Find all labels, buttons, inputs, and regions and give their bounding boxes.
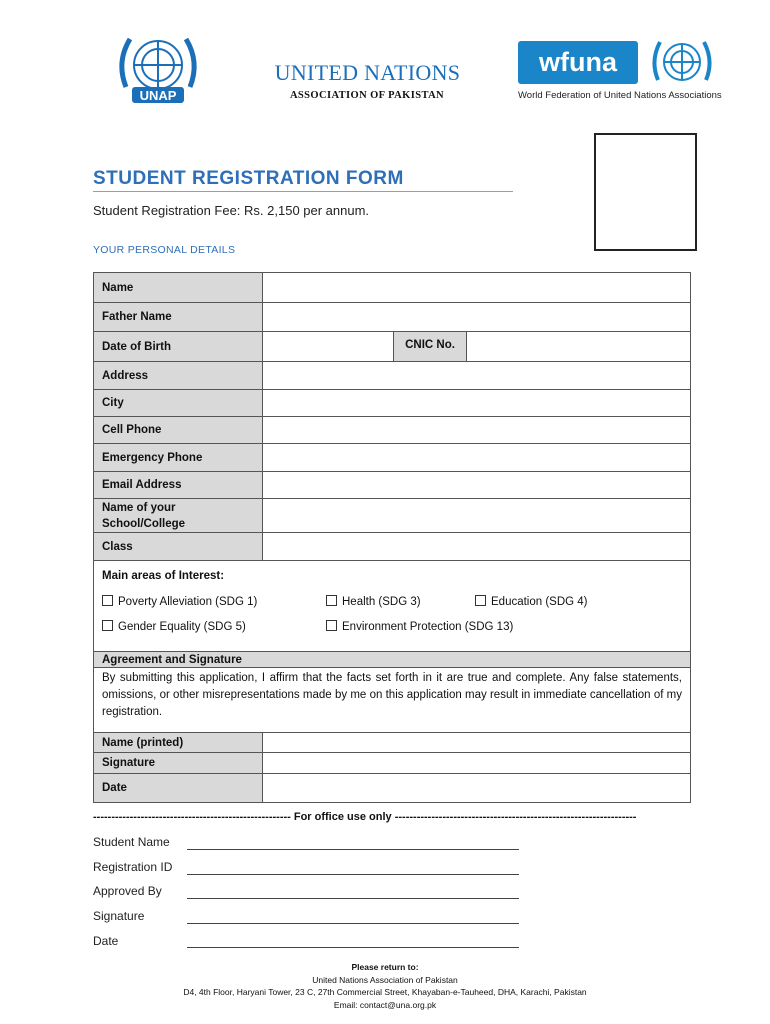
- row-signature: [94, 753, 690, 774]
- school-label-line1: Name of your: [102, 501, 176, 514]
- school-field[interactable]: [263, 499, 690, 532]
- org-name: UNITED NATIONS: [274, 60, 461, 85]
- row-email: [94, 472, 690, 499]
- interest-environment[interactable]: Environment Protection (SDG 13): [326, 620, 513, 633]
- unap-logo-text: UNAP: [139, 88, 177, 103]
- name-printed-label: Name (printed): [94, 733, 263, 752]
- return-street: D4, 4th Floor, Haryani Tower, 23 C, 27th Commercial Street, Khayaban-e-Tauheed, DHA, Karachi, Pakistan: [183, 987, 587, 997]
- name-printed-field[interactable]: [263, 733, 690, 752]
- date-field[interactable]: [263, 774, 690, 802]
- emergency-phone-label: Emergency Phone: [94, 444, 263, 471]
- photo-box: [594, 133, 697, 251]
- cnic-label: CNIC No.: [393, 332, 467, 361]
- row-address: [94, 362, 690, 390]
- return-address: [0, 961, 770, 1011]
- school-label: [94, 499, 263, 532]
- return-email: Email: contact@una.org.pk: [333, 999, 437, 1010]
- agreement-text: By submitting this application, I affirm that the facts set forth in it are true and complete. Any false statements, omissions, or other misrepresentations made by me on this application may result in immediate cancellation of my registration.: [102, 672, 682, 718]
- class-field[interactable]: [263, 533, 690, 560]
- address-field[interactable]: [263, 362, 690, 389]
- father-name-field[interactable]: [263, 303, 690, 331]
- org-subtitle: ASSOCIATION OF PAKISTAN: [289, 90, 445, 101]
- interests-section: [94, 561, 690, 651]
- office-registration-id-line[interactable]: [187, 873, 519, 875]
- office-approved-by-line[interactable]: [187, 897, 519, 899]
- unap-emblem-icon: [108, 27, 208, 117]
- cnic-field[interactable]: [467, 332, 690, 361]
- title-underline: [93, 191, 513, 192]
- row-name: [94, 273, 690, 303]
- checkbox-icon[interactable]: [326, 620, 337, 631]
- row-name-printed: [94, 733, 690, 753]
- interest-health[interactable]: Health (SDG 3): [326, 595, 421, 608]
- signature-field[interactable]: [263, 753, 690, 773]
- office-signature-line[interactable]: [187, 922, 519, 924]
- email-label: Email Address: [94, 472, 263, 498]
- office-use-divider: ------------------------------------------------------ For office use only ------------------------------------------------------------------: [93, 811, 637, 823]
- return-org: United Nations Association of Pakistan: [312, 974, 458, 985]
- wfuna-subtitle: World Federation of United Nations Associations: [518, 90, 722, 101]
- interest-gender[interactable]: Gender Equality (SDG 5): [102, 620, 246, 633]
- office-student-name-line[interactable]: [187, 848, 519, 850]
- row-cell-phone: [94, 417, 690, 444]
- office-approved-by-label: Approved By: [93, 884, 162, 898]
- signature-label: Signature: [94, 753, 263, 773]
- registration-table: [93, 272, 691, 803]
- dob-field[interactable]: [263, 332, 391, 361]
- office-student-name-label: Student Name: [93, 835, 170, 849]
- address-label: Address: [94, 362, 263, 389]
- row-class: [94, 533, 690, 561]
- office-date-line[interactable]: [187, 946, 519, 948]
- email-field[interactable]: [263, 472, 690, 498]
- personal-details-heading: YOUR PERSONAL DETAILS: [93, 244, 236, 256]
- cell-phone-label: Cell Phone: [94, 417, 263, 443]
- registration-fee: Student Registration Fee: Rs. 2,150 per annum.: [93, 203, 370, 218]
- row-emergency-phone: [94, 444, 690, 472]
- name-label: Name: [94, 273, 263, 302]
- interest-poverty[interactable]: Poverty Alleviation (SDG 1): [102, 595, 257, 608]
- checkbox-icon[interactable]: [326, 595, 337, 606]
- form-title: STUDENT REGISTRATION FORM: [93, 168, 404, 189]
- un-emblem-icon: [648, 34, 716, 94]
- agreement-section: [94, 668, 690, 733]
- date-label: Date: [94, 774, 263, 802]
- name-field[interactable]: [263, 273, 690, 302]
- row-date: [94, 774, 690, 802]
- office-date-label: Date: [93, 934, 119, 948]
- agreement-heading: Agreement and Signature: [94, 651, 690, 668]
- office-signature-label: Signature: [93, 909, 145, 923]
- school-label-line2: School/College: [102, 517, 186, 530]
- row-dob: [94, 332, 690, 362]
- row-father-name: [94, 303, 690, 332]
- emergency-phone-field[interactable]: [263, 444, 690, 471]
- father-name-label: Father Name: [94, 303, 263, 331]
- class-label: Class: [94, 533, 263, 560]
- wfuna-logo: wfuna: [518, 41, 638, 84]
- checkbox-icon[interactable]: [102, 620, 113, 631]
- city-field[interactable]: [263, 390, 690, 416]
- city-label: City: [94, 390, 263, 416]
- checkbox-icon[interactable]: [475, 595, 486, 606]
- cell-phone-field[interactable]: [263, 417, 690, 443]
- row-school: [94, 499, 690, 533]
- interests-heading: Main areas of Interest:: [102, 570, 225, 582]
- row-city: [94, 390, 690, 417]
- interest-education[interactable]: Education (SDG 4): [475, 595, 588, 608]
- checkbox-icon[interactable]: [102, 595, 113, 606]
- office-registration-id-label: Registration ID: [93, 860, 173, 874]
- dob-label: Date of Birth: [94, 332, 263, 361]
- return-heading: Please return to:: [351, 962, 419, 972]
